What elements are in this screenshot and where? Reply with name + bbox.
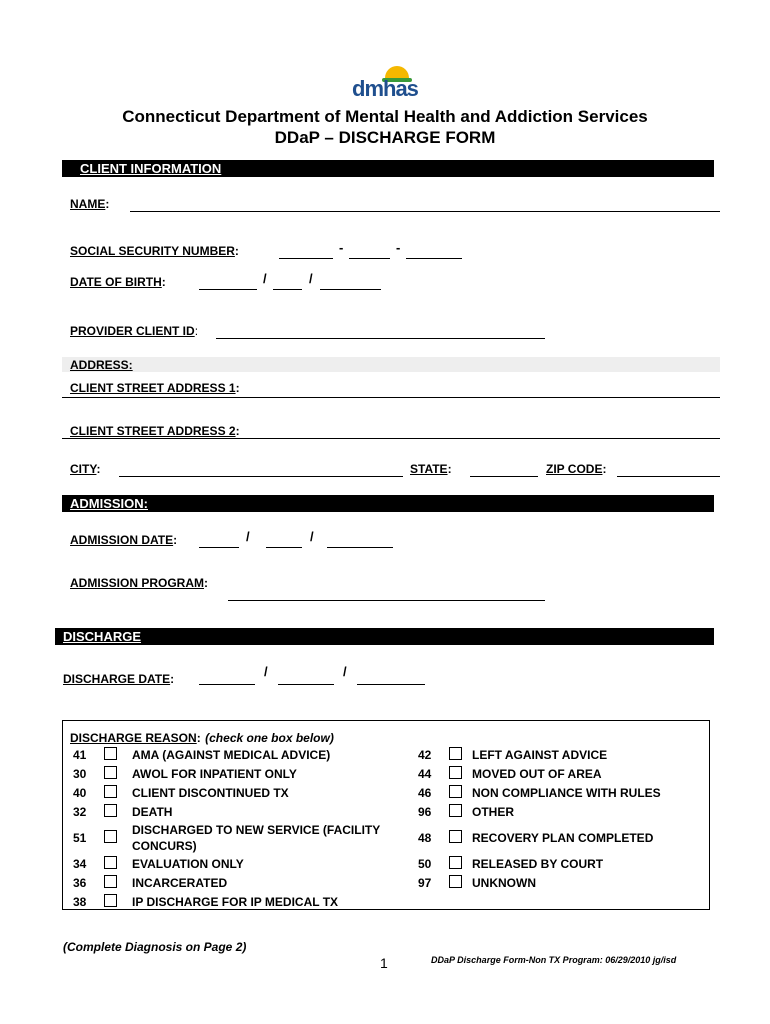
ssn-sep-1: - [339,240,344,255]
address-header-bg [62,357,720,372]
discharge-title: DISCHARGE [63,629,142,644]
ssn-field-1[interactable] [279,258,333,259]
page-number: 1 [380,955,388,971]
street2-label: CLIENT STREET ADDRESS 2 [70,424,236,438]
discharge-day-field[interactable] [278,684,334,685]
provider-id-label-wrap [70,322,198,340]
discharge-reason-heading [70,729,334,747]
name-field[interactable] [130,211,720,212]
admission-sep-2: / [310,529,314,544]
reason-checkbox[interactable] [449,856,462,869]
reason-checkbox[interactable] [449,747,462,760]
city-colon: : [96,462,101,476]
reason-label: INCARCERATED [132,876,228,890]
reason-checkbox[interactable] [104,785,117,798]
reason-label: OTHER [472,805,514,819]
discharge-reason-label: DISCHARGE REASON [70,731,197,745]
reason-code: 32 [73,805,87,819]
admission-year-field[interactable] [327,547,393,548]
form-id: DDaP Discharge Form-Non TX Program: 06/29/2010 jg/isd [431,955,677,965]
street2-colon: : [235,424,240,438]
reason-checkbox[interactable] [104,766,117,779]
admission-title: ADMISSION: [70,496,148,511]
name-colon: : [105,197,110,211]
discharge-date-label: DISCHARGE DATE [63,672,171,686]
reason-code: 34 [73,857,87,871]
state-colon: : [447,462,452,476]
dob-label: DATE OF BIRTH [70,275,162,289]
dob-year-field[interactable] [320,289,381,290]
name-label: NAME [70,197,106,211]
provider-id-label: PROVIDER CLIENT ID [70,324,195,338]
reason-code: 36 [73,876,87,890]
zip-colon: : [602,462,607,476]
reason-label: DISCHARGED TO NEW SERVICE (FACILITY [132,823,381,837]
admission-program-colon: : [204,576,209,590]
form-subtitle: DDaP – DISCHARGE FORM [274,128,496,147]
ssn-label-wrap [70,242,239,260]
dob-colon: : [161,275,166,289]
admission-date-label: ADMISSION DATE [70,533,174,547]
reason-checkbox[interactable] [449,766,462,779]
reason-checkbox[interactable] [104,856,117,869]
reason-label: RECOVERY PLAN COMPLETED [472,831,654,845]
admission-program-label-wrap [70,574,208,592]
state-label: STATE [410,462,448,476]
street1-colon: : [235,381,240,395]
ssn-label: SOCIAL SECURITY NUMBER [70,244,235,258]
reason-checkbox[interactable] [449,804,462,817]
zip-label-wrap [546,460,606,478]
reason-label: CLIENT DISCONTINUED TX [132,786,289,800]
reason-checkbox[interactable] [449,830,462,843]
ssn-field-3[interactable] [406,258,462,259]
address-title: ADDRESS: [70,358,133,372]
name-label-wrap [70,195,109,213]
reason-label: NON COMPLIANCE WITH RULES [472,786,661,800]
reason-checkbox[interactable] [104,830,117,843]
logo-text: dmhas [352,76,418,101]
reason-code: 41 [73,748,87,762]
discharge-sep-1: / [264,664,268,679]
discharge-year-field[interactable] [357,684,425,685]
zip-field[interactable] [617,476,720,477]
reason-code: 51 [73,831,87,845]
discharge-date-colon: : [170,672,175,686]
discharge-reason-colon: : [196,731,201,745]
ssn-field-2[interactable] [349,258,390,259]
reason-label: LEFT AGAINST ADVICE [472,748,608,762]
reason-code: 50 [418,857,432,871]
dmhas-logo [352,62,418,102]
dob-day-field[interactable] [273,289,302,290]
admission-program-label: ADMISSION PROGRAM [70,576,205,590]
reason-code: 42 [418,748,432,762]
reason-code: 40 [73,786,87,800]
reason-checkbox[interactable] [104,894,117,907]
reason-label: IP DISCHARGE FOR IP MEDICAL TX [132,895,339,909]
state-field[interactable] [470,476,538,477]
dob-sep-2: / [309,271,313,286]
provider-id-colon: : [194,324,199,338]
reason-code: 46 [418,786,432,800]
reason-checkbox[interactable] [449,785,462,798]
ssn-sep-2: - [396,240,401,255]
reason-label: UNKNOWN [472,876,536,890]
reason-checkbox[interactable] [104,875,117,888]
dob-label-wrap [70,273,166,291]
discharge-reason-hint: (check one box below) [205,731,334,745]
dob-month-field[interactable] [199,289,257,290]
reason-label: MOVED OUT OF AREA [472,767,602,781]
discharge-date-label-wrap [63,670,174,688]
admission-sep-1: / [246,529,250,544]
discharge-header [55,628,714,645]
discharge-sep-2: / [343,664,347,679]
admission-date-colon: : [173,533,178,547]
reason-code: 48 [418,831,432,845]
reason-code: 44 [418,767,432,781]
street1-field[interactable] [62,397,720,398]
zip-label: ZIP CODE [546,462,603,476]
reason-code: 97 [418,876,432,890]
dob-sep-1: / [263,271,267,286]
city-label: CITY [70,462,97,476]
state-label-wrap [410,460,452,478]
reason-label: RELEASED BY COURT [472,857,604,871]
reason-label: DEATH [132,805,173,819]
footer-note: (Complete Diagnosis on Page 2) [63,940,247,954]
discharge-month-field[interactable] [199,684,255,685]
client-info-title: CLIENT INFORMATION [80,161,222,176]
form-title: Connecticut Department of Mental Health and Addiction Services [122,107,648,126]
admission-date-label-wrap [70,531,177,549]
city-label-wrap [70,460,100,478]
client-info-header [62,160,714,177]
reason-checkbox[interactable] [449,875,462,888]
provider-id-field[interactable] [216,338,545,339]
street1-label-wrap [70,379,240,397]
reason-checkbox[interactable] [104,804,117,817]
reason-label: EVALUATION ONLY [132,857,244,871]
admission-header [62,495,714,512]
admission-day-field[interactable] [266,547,302,548]
city-field[interactable] [119,476,403,477]
reason-label-cont: CONCURS) [132,839,197,853]
reason-code: 38 [73,895,87,909]
reason-label: AMA (AGAINST MEDICAL ADVICE) [132,748,331,762]
reason-code: 30 [73,767,87,781]
ssn-colon: : [234,244,239,258]
admission-month-field[interactable] [199,547,239,548]
street2-field[interactable] [62,438,720,439]
reason-code: 96 [418,805,432,819]
admission-program-field[interactable] [228,600,545,601]
reason-checkbox[interactable] [104,747,117,760]
reason-label: AWOL FOR INPATIENT ONLY [132,767,297,781]
street1-label: CLIENT STREET ADDRESS 1 [70,381,236,395]
